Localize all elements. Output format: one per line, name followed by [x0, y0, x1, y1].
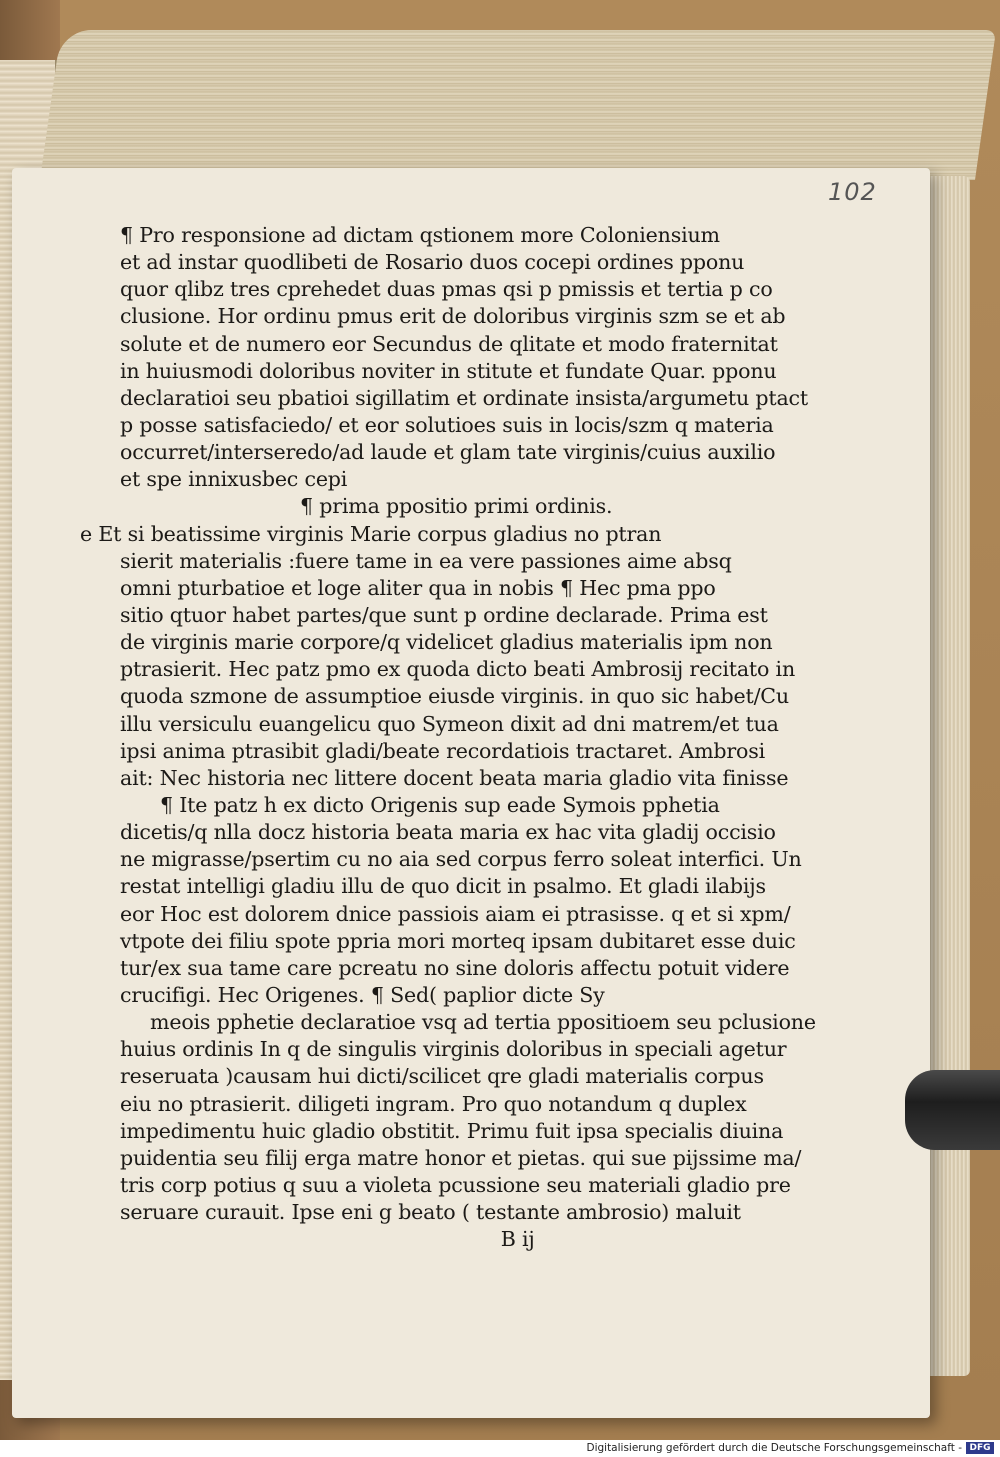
- text-line: in huiusmodi doloribus noviter in stitute et fundate Quar. pponu: [120, 358, 777, 383]
- signature-mark: B ij: [120, 1227, 535, 1252]
- text-line: meois pphetie declaratioe vsq ad tertia ppositioem seu pclusione: [150, 1010, 816, 1035]
- text-line: eor Hoc est dolorem dnice passiois aiam ei ptrasisse. q et si xpm/: [120, 901, 791, 926]
- text-line: ne migrasse/psertim cu no aia sed corpus ferro soleat interfici. Un: [120, 847, 802, 872]
- section-heading: ¶ prima ppositio primi ordinis.: [300, 494, 613, 519]
- text-line: eiu no ptrasierit. diligeti ingram. Pro quo notandum q duplex: [120, 1091, 747, 1116]
- text-line: solute et de numero eor Secundus de qlitate et modo fraternitat: [120, 331, 778, 356]
- text-line: quoda szmone de assumptioe eiusde virginis. in quo sic habet/Cu: [120, 684, 789, 709]
- page-clip: [905, 1070, 1000, 1150]
- text-line: omni pturbatioe et loge aliter qua in nobis ¶ Hec pma ppo: [120, 575, 716, 600]
- text-line: de virginis marie corpore/q videlicet gladius materialis ipm non: [120, 630, 773, 655]
- dfg-logo: DFG: [966, 1442, 994, 1454]
- right-page-edges: [928, 176, 970, 1376]
- text-line: sierit materialis :fuere tame in ea vere passiones aime absq: [120, 548, 732, 573]
- text-line: dicetis/q nlla docz historia beata maria ex hac vita gladij occisio: [120, 820, 776, 845]
- text-line: restat intelligi gladiu illu de quo dicit in psalmo. Et gladi ilabijs: [120, 874, 766, 899]
- text-line: et spe innixusbec cepi: [120, 467, 348, 492]
- text-line: quor qlibz tres cprehedet duas pmas qsi p pmissis et tertia p co: [120, 277, 773, 302]
- text-line: clusione. Hor ordinu pmus erit de doloribus virginis szm se et ab: [120, 304, 786, 329]
- text-line: illu versiculu euangelicu quo Symeon dixit ad dni matrem/et tua: [120, 711, 779, 736]
- folio-number: 102: [828, 178, 877, 206]
- text-line: e Et si beatissime virginis Marie corpus gladius no ptran: [80, 521, 662, 546]
- top-page-edges: [40, 30, 996, 180]
- text-line: p posse satisfaciedo/ et eor solutioes suis in locis/szm q materia: [120, 412, 774, 437]
- text-line: et ad instar quodlibeti de Rosario duos cocepi ordines pponu: [120, 250, 745, 275]
- text-line: tur/ex sua tame care pcreatu no sine doloris affectu potuit videre: [120, 955, 790, 980]
- text-line: occurret/interseredo/ad laude et glam tate virginis/cuius auxilio: [120, 440, 776, 465]
- text-line: huius ordinis In q de singulis virginis doloribus in speciali agetur: [120, 1037, 787, 1062]
- text-line: ipsi anima ptrasibit gladi/beate recordatiois tractaret. Ambrosi: [120, 738, 765, 763]
- text-line: tris corp potius q suu a violeta pcussione seu materiali gladio pre: [120, 1172, 791, 1197]
- text-line: puidentia seu filij erga matre honor et pietas. qui sue pijssime ma/: [120, 1145, 802, 1170]
- text-line: ptrasierit. Hec patz pmo ex quoda dicto beati Ambrosij recitato in: [120, 657, 796, 682]
- text-line: ¶ Pro responsione ad dictam qstionem more Coloniensium: [120, 223, 720, 247]
- text-line: sitio qtuor habet partes/que sunt p ordine declarade. Prima est: [120, 602, 768, 627]
- text-line: vtpote dei filiu spote ppria mori morteq ipsam dubitaret esse duic: [120, 928, 796, 953]
- text-line: crucifigi. Hec Origenes. ¶ Sed( paplior dicte Sy: [120, 982, 605, 1007]
- text-line: declaratioi seu pbatioi sigillatim et ordinate insista/argumetu ptact: [120, 385, 808, 410]
- text-line: seruare curauit. Ipse eni g beato ( testante ambrosio) maluit: [120, 1200, 741, 1225]
- text-line: impedimentu huic gladio obstitit. Primu fuit ipsa specialis diuina: [120, 1118, 784, 1143]
- text-line: reseruata )causam hui dicti/scilicet qre gladi materialis corpus: [120, 1064, 764, 1089]
- page-text: [80, 222, 820, 1253]
- text-line: ¶ Ite patz h ex dicto Origenis sup eade Symois pphetia: [160, 792, 720, 817]
- text-line: ait: Nec historia nec littere docent beata maria gladio vita finisse: [120, 765, 789, 790]
- footer-bar: [0, 1440, 1000, 1457]
- funding-credit: Digitalisierung gefördert durch die Deutsche Forschungsgemeinschaft -: [586, 1442, 962, 1454]
